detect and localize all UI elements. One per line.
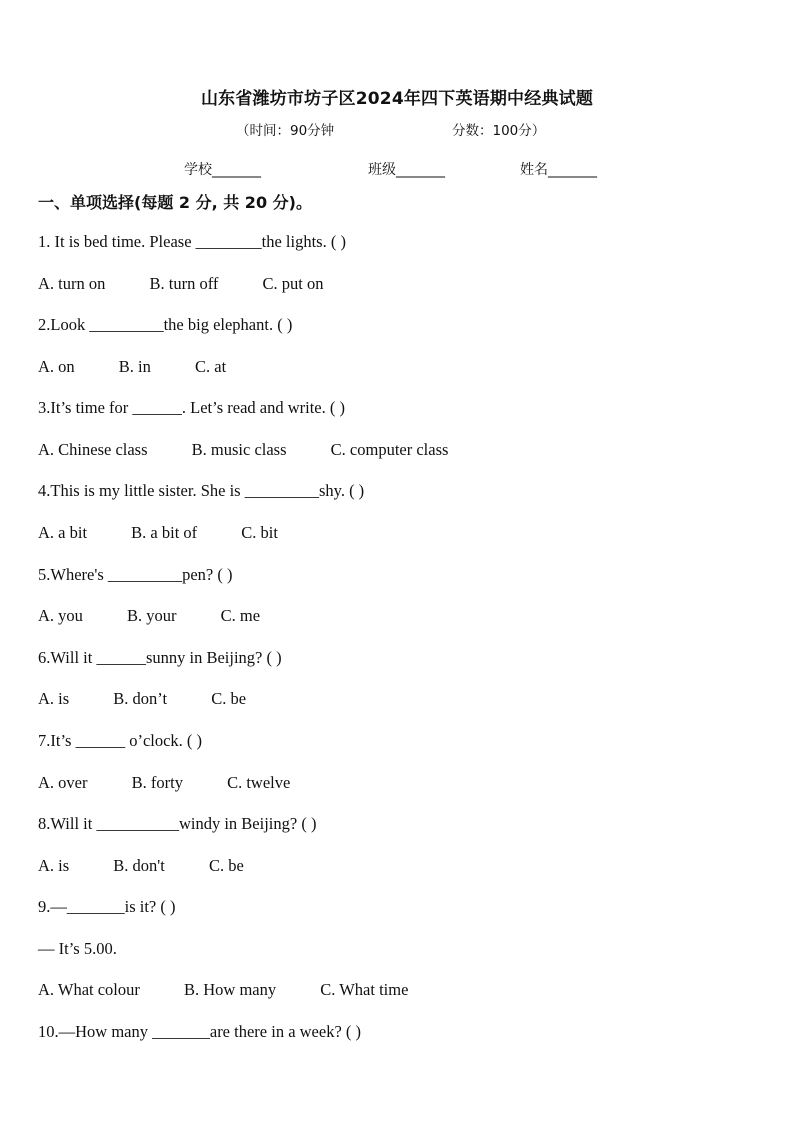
question-stem: 10.—How many _______are there in a week? ( ) [38, 1022, 362, 1041]
option-a: A. turn on [38, 274, 106, 293]
question-options [38, 523, 278, 543]
exam-time: （时间：90分钟 [236, 123, 335, 139]
question-stem: 4.This is my little sister. She is _________shy. ( ) [38, 481, 365, 500]
option-c: C. twelve [227, 773, 291, 792]
question-stem: 3.It’s time for ______. Let’s read and write. ( ) [38, 398, 345, 417]
question-options [38, 357, 226, 377]
option-a: A. on [38, 357, 75, 376]
question-options [38, 274, 324, 294]
option-c: C. bit [241, 523, 278, 542]
page-title: 山东省潍坊市坊子区2024年四下英语期中经典试题 [200, 89, 594, 109]
name-field: 姓名_______ [520, 162, 597, 178]
option-a: A. Chinese class [38, 440, 148, 459]
option-c: C. What time [320, 980, 409, 999]
option-c: C. be [211, 689, 247, 708]
option-a: A. What colour [38, 980, 140, 999]
school-field: 学校_______ [184, 162, 261, 178]
question-options [38, 773, 290, 793]
question-options [38, 980, 408, 1000]
option-b: B. music class [191, 440, 287, 459]
question-stem: 1. It is bed time. Please ________the lights. ( ) [38, 232, 346, 251]
option-b: B. turn off [149, 274, 219, 293]
question-stem: 5.Where's _________pen? ( ) [38, 565, 233, 584]
option-a: A. is [38, 689, 70, 708]
option-c: C. computer class [330, 440, 449, 459]
option-c: C. me [220, 606, 261, 625]
question-stem: 8.Will it __________windy in Beijing? ( ) [38, 814, 317, 833]
exam-score: 分数：100分） [452, 123, 546, 139]
question-options [38, 856, 244, 876]
question-options [38, 606, 260, 626]
option-a: A. is [38, 856, 70, 875]
option-b: B. forty [131, 773, 183, 792]
question-options [38, 440, 448, 460]
option-a: A. a bit [38, 523, 88, 542]
option-b: B. your [127, 606, 177, 625]
option-a: A. you [38, 606, 83, 625]
question-stem: 7.It’s ______ o’clock. ( ) [38, 731, 203, 750]
section-heading: 一、单项选择(每题 2 分, 共 20 分)。 [38, 193, 312, 212]
option-c: C. put on [262, 274, 324, 293]
question-stem: 2.Look _________the big elephant. ( ) [38, 315, 293, 334]
option-b: B. in [118, 357, 151, 376]
option-b: B. a bit of [131, 523, 198, 542]
class-field: 班级_______ [368, 162, 445, 178]
option-c: C. at [195, 357, 227, 376]
question-dialogue-answer: — It’s 5.00. [38, 939, 117, 958]
question-options [38, 689, 246, 709]
question-stem: 6.Will it ______sunny in Beijing? ( ) [38, 648, 282, 667]
question-stem: 9.—_______is it? ( ) [38, 897, 176, 916]
option-c: C. be [208, 856, 244, 875]
option-a: A. over [38, 773, 88, 792]
option-b: B. How many [184, 980, 277, 999]
option-b: B. don’t [113, 689, 168, 708]
option-b: B. don't [113, 856, 165, 875]
